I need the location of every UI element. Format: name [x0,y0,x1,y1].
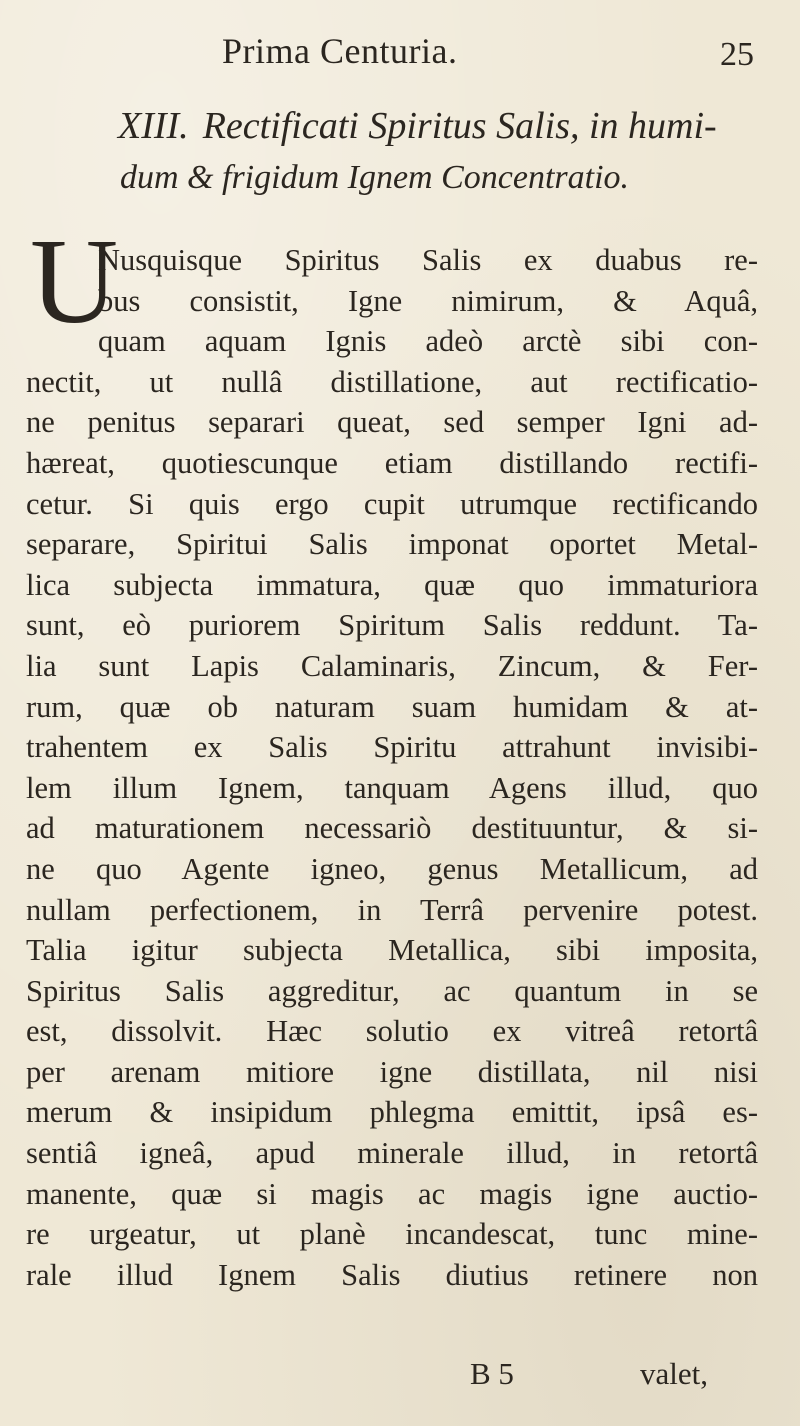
text-line: lica subjecta immatura, quæ quo immaturiora [26,567,758,602]
running-title: Prima Centuria. [222,31,458,71]
text-line: lem illum Ignem, tanquam Agens illud, quo [26,770,758,805]
body-text [26,240,758,1295]
text-line: ne penitus separari queat, sed semper Igni ad- [26,405,758,440]
page-number: 25 [720,36,754,73]
catchword: valet, [640,1356,708,1391]
text-line: separare, Spiritui Salis imponat oportet Metal- [26,527,758,562]
signature-mark: B 5 [470,1356,514,1391]
text-line: re urgeatur, ut planè incandescat, tunc mine- [26,1217,758,1252]
text-line: sentiâ igneâ, apud minerale illud, in retortâ [26,1136,758,1171]
text-line: merum & insipidum phlegma emittit, ipsâ es- [26,1095,758,1130]
section-heading [118,100,798,204]
text-line: est, dissolvit. Hæc solutio ex vitreâ retortâ [26,1014,758,1049]
running-head [0,26,800,76]
section-title-line1: Rectificati Spiritus Salis, in humi- [202,105,717,147]
text-line: Talia igitur subjecta Metallica, sibi imposita, [26,933,758,968]
text-line: per arenam mitiore igne distillata, nil nisi [26,1054,758,1089]
section-number: XIII. [118,105,189,147]
text-line: nullam perfectionem, in Terrâ pervenire potest. [26,892,758,927]
text-line: ad maturationem necessariò destituuntur, & si- [26,811,758,846]
text-line: manente, quæ si magis ac magis igne auctio- [26,1176,758,1211]
text-line: cetur. Si quis ergo cupit utrumque rectificando [26,486,758,521]
text-line: rale illud Ignem Salis diutius retinere non [26,1257,758,1292]
catchline [0,1356,800,1396]
text-line: quam aquam Ignis adeò arctè sibi con- [98,324,758,359]
section-title-line2: dum & frigidum Ignem Concentratio. [120,159,630,196]
drop-cap: U [30,214,119,349]
text-line: nectit, ut nullâ distillatione, aut rectificatio- [26,364,758,399]
text-line: Nusquisque Spiritus Salis ex duabus re- [98,243,758,277]
text-line: rum, quæ ob naturam suam humidam & at- [26,689,758,724]
text-line: bus consistit, Igne nimirum, & Aquâ, [98,283,758,318]
text-line: lia sunt Lapis Calaminaris, Zincum, & Fer- [26,648,758,683]
text-line: sunt, eò puriorem Spiritum Salis reddunt. Ta- [26,608,758,643]
text-line: trahentem ex Salis Spiritu attrahunt invisibi- [26,730,758,765]
text-line: Spiritus Salis aggreditur, ac quantum in se [26,973,758,1008]
text-line: hæreat, quotiescunque etiam distillando rectifi- [26,445,758,480]
text-line: ne quo Agente igneo, genus Metallicum, ad [26,851,758,886]
